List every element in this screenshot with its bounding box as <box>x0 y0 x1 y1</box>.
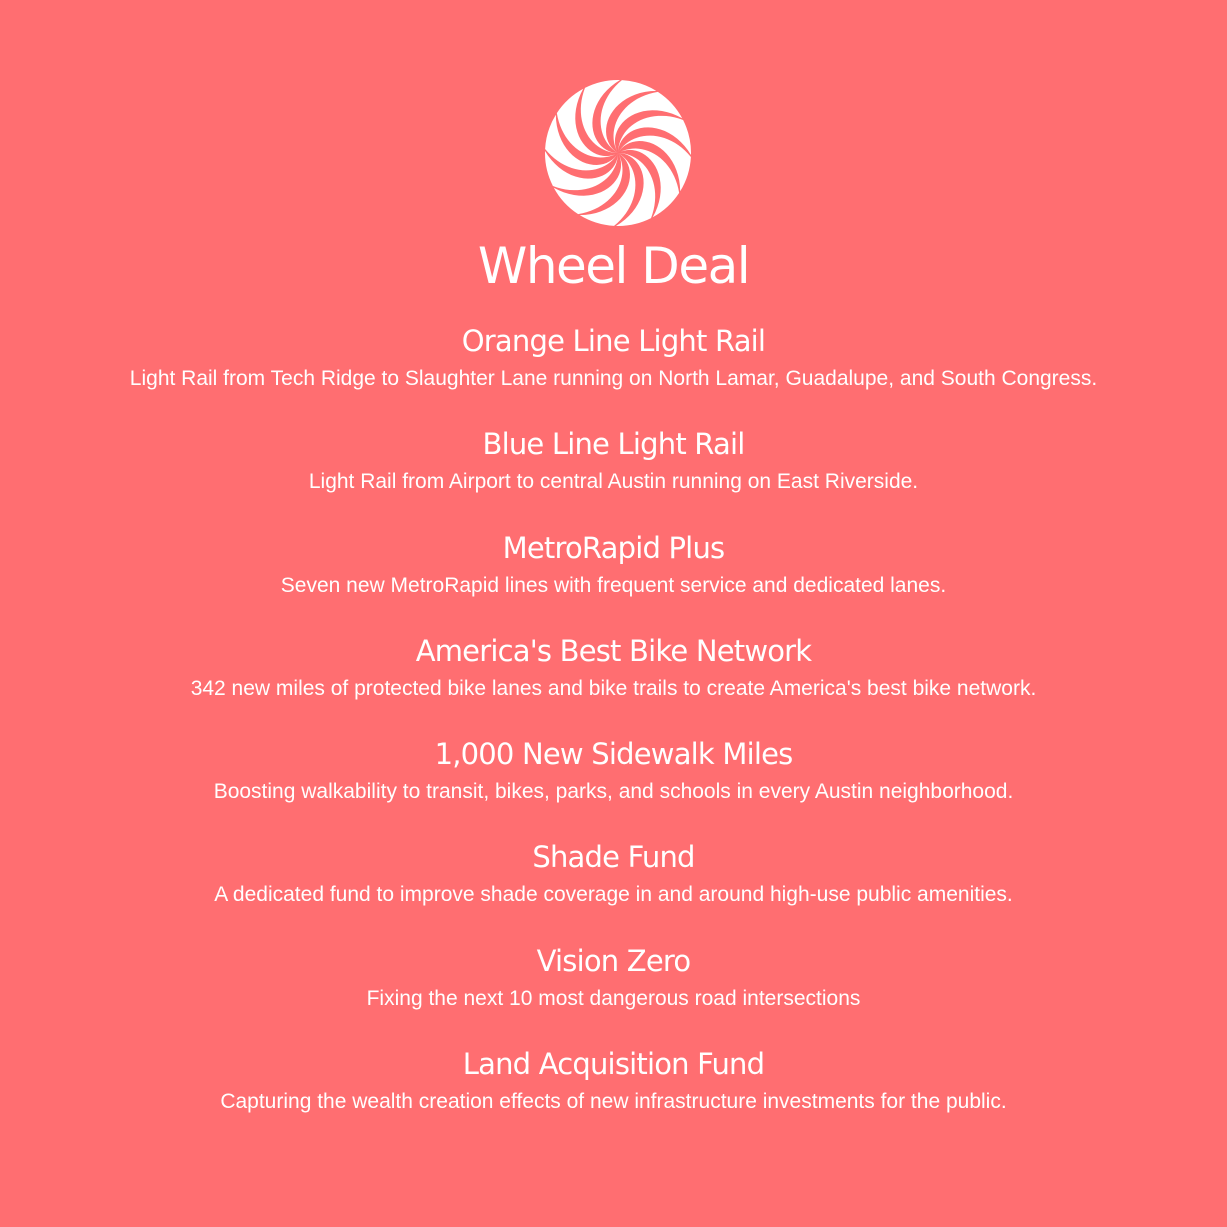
list-item <box>0 733 1227 836</box>
item-title: MetroRapid Plus <box>502 530 725 565</box>
list-item <box>0 1043 1227 1146</box>
item-description: Boosting walkability to transit, bikes, parks, and schools in every Austin neighborhood. <box>213 780 1014 804</box>
list-item <box>0 527 1227 630</box>
feature-list <box>0 320 1227 1146</box>
item-title: 1,000 New Sidewalk Miles <box>434 737 793 772</box>
item-title: America's Best Bike Network <box>415 633 812 668</box>
item-description: 342 new miles of protected bike lanes and bike trails to create America's best bike network. <box>190 676 1037 700</box>
list-item <box>0 940 1227 1043</box>
item-description: Light Rail from Tech Ridge to Slaughter Lane running on North Lamar, Guadalupe, and South Congress. <box>129 367 1098 390</box>
item-title: Shade Fund <box>532 840 695 875</box>
item-title: Vision Zero <box>536 943 691 978</box>
item-title: Blue Line Light Rail <box>482 427 745 462</box>
list-item <box>0 423 1227 526</box>
page-title: Wheel Deal <box>477 237 750 295</box>
swirl-logo-icon <box>545 80 691 226</box>
item-description: Light Rail from Airport to central Austin running on East Riverside. <box>308 470 919 494</box>
list-item <box>0 320 1227 423</box>
item-description: Seven new MetroRapid lines with frequent service and dedicated lanes. <box>280 573 947 597</box>
item-description: Capturing the wealth creation effects of new infrastructure investments for the public. <box>220 1090 1007 1114</box>
item-title: Land Acquisition Fund <box>462 1047 765 1082</box>
item-description: A dedicated fund to improve shade coverage in and around high-use public amenities. <box>214 883 1013 907</box>
list-item <box>0 836 1227 939</box>
list-item <box>0 630 1227 733</box>
item-title: Orange Line Light Rail <box>461 324 766 358</box>
item-description: Fixing the next 10 most dangerous road intersections <box>366 986 861 1010</box>
